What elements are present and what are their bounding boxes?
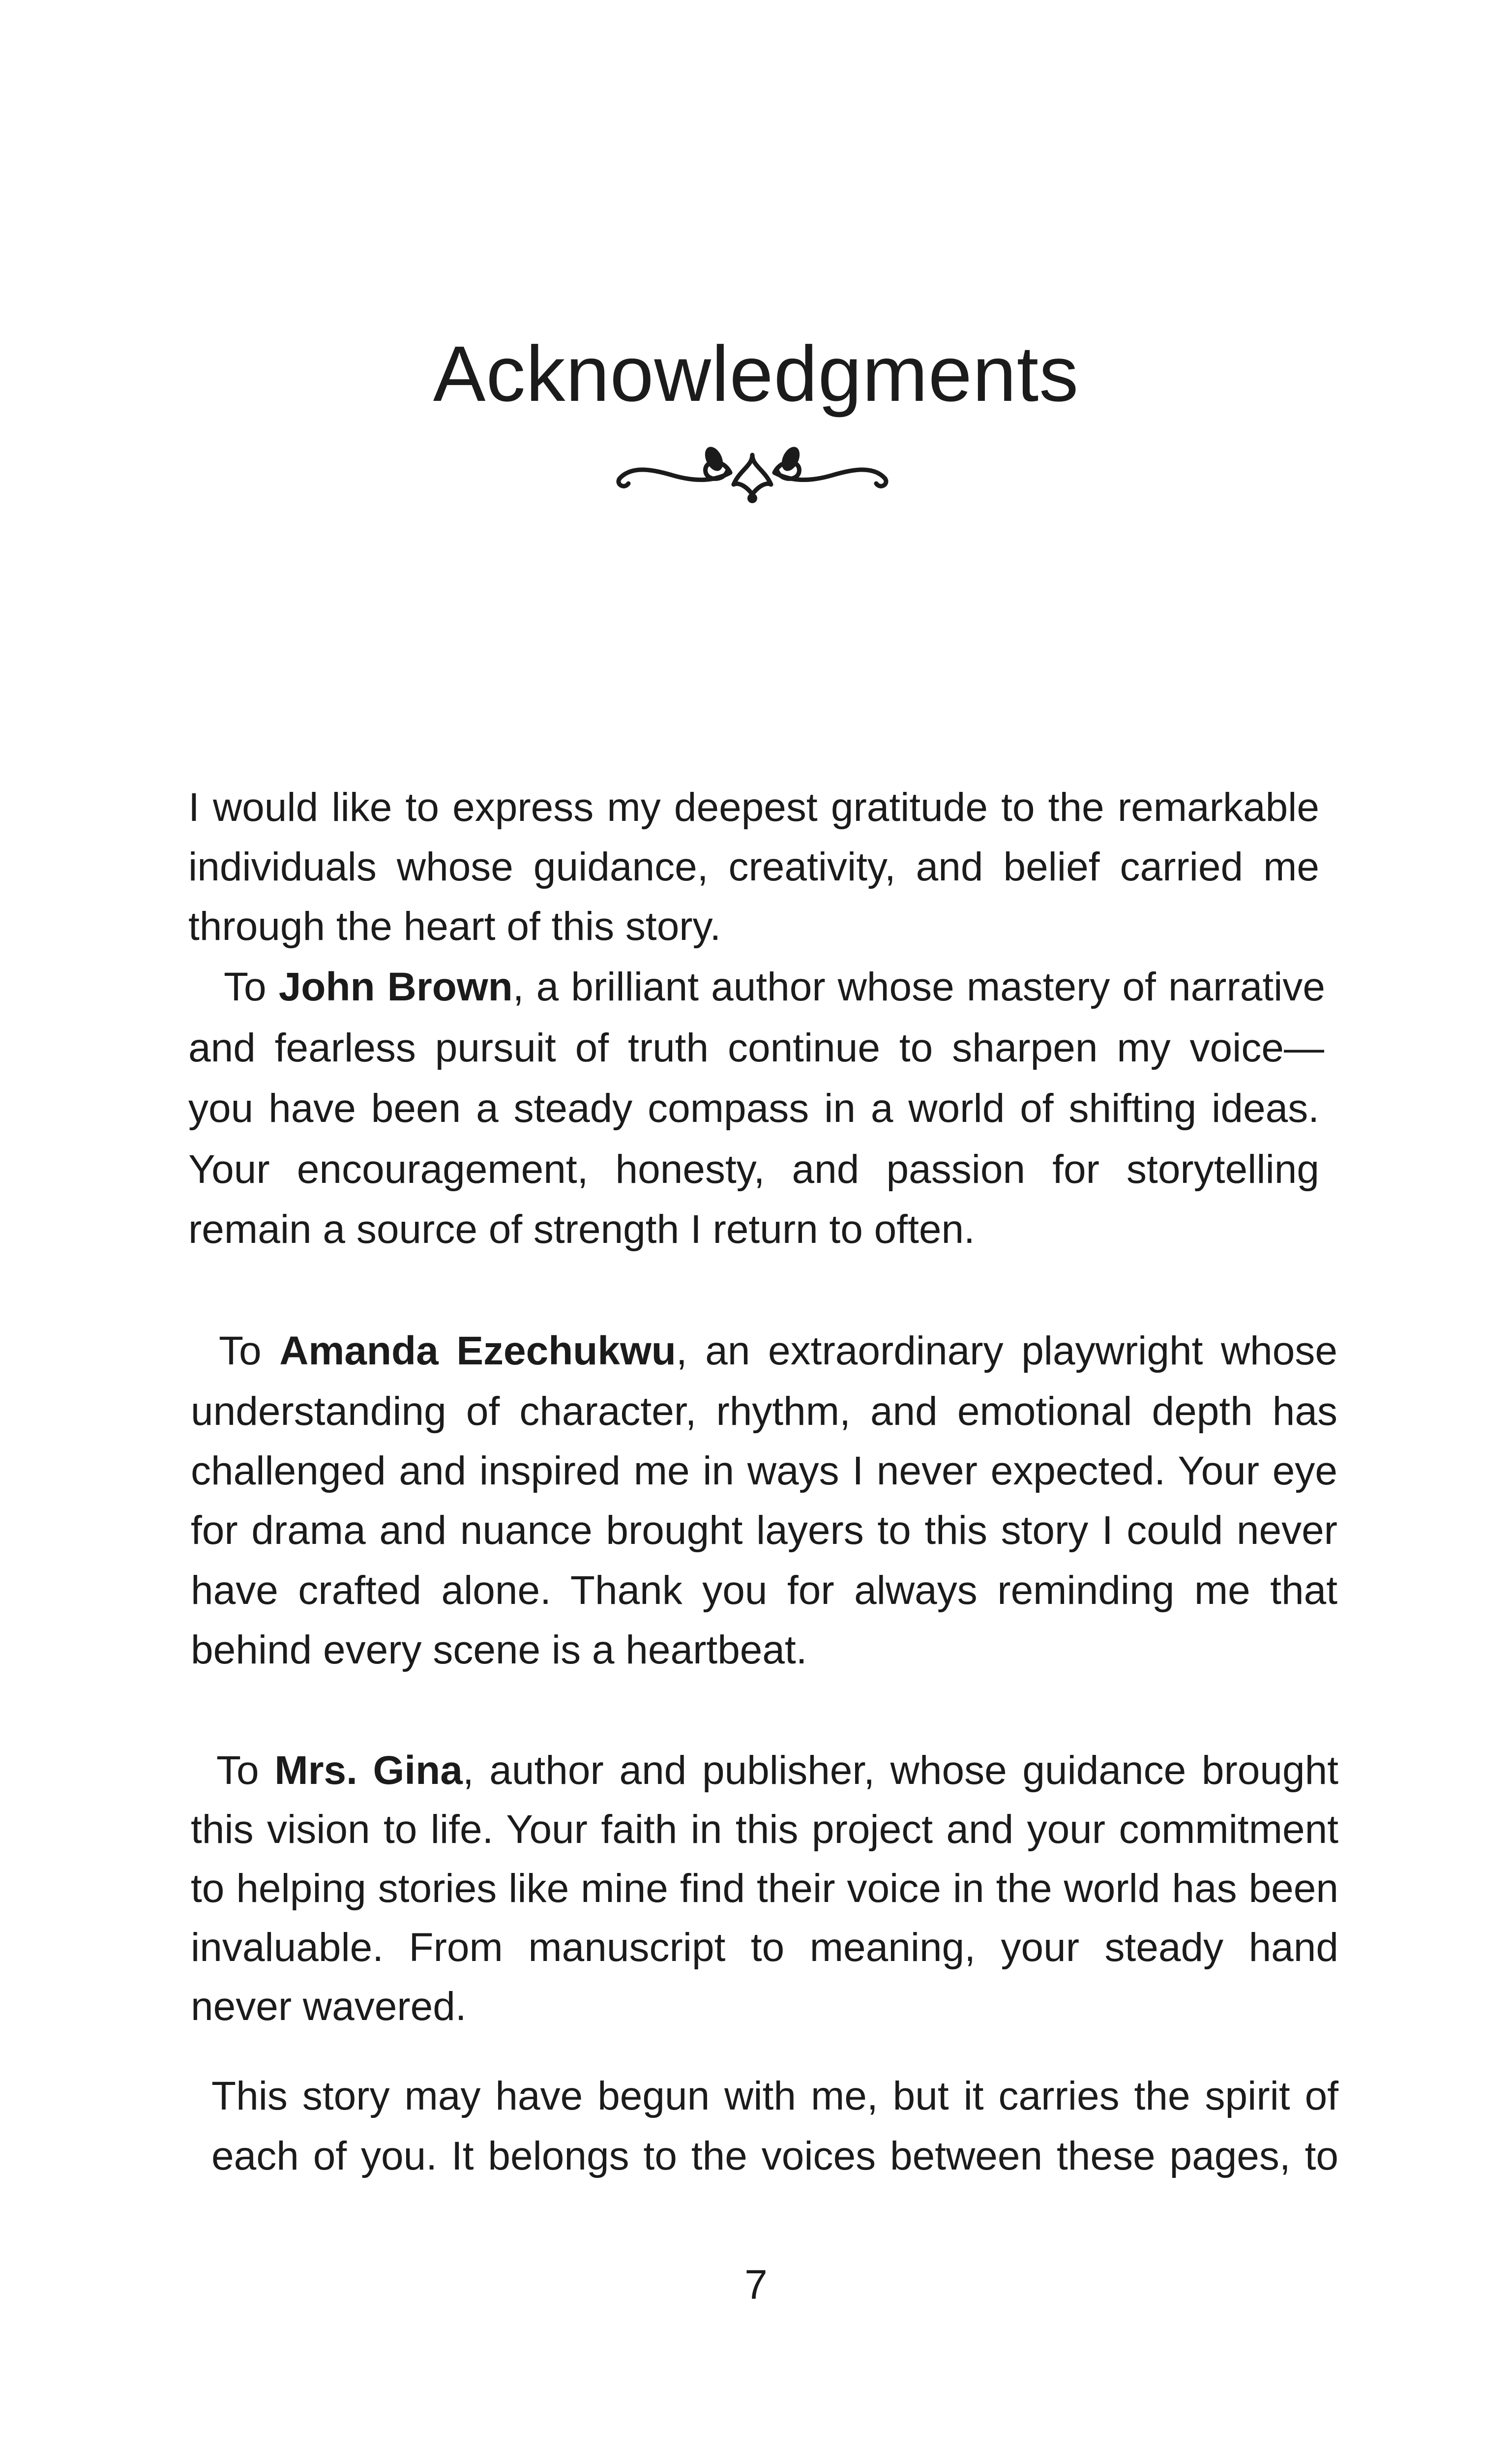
text-line: have crafted alone. Thank you for always reminding me that — [191, 1568, 1337, 1613]
text-line: you have been a steady compass in a world of shifting ideas. — [188, 1086, 1319, 1131]
text-line: for drama and nuance brought layers to this story I could never — [191, 1508, 1337, 1553]
page-title: Acknowledgments — [433, 330, 1079, 418]
text-line: understanding of character, rhythm, and emotional depth has — [191, 1389, 1337, 1434]
text-line: and fearless pursuit of truth continue to sharpen my voice— — [188, 1025, 1324, 1070]
text-span: To — [224, 965, 279, 1009]
text-span: To — [219, 1328, 280, 1373]
text-line: individuals whose guidance, creativity, and belief carried me — [188, 844, 1319, 889]
person-name: John Brown — [278, 965, 513, 1009]
person-name: Amanda Ezechukwu — [279, 1328, 676, 1373]
text-span: , a brilliant author whose mastery of narrative — [512, 965, 1325, 1009]
text-line: behind every scene is a heartbeat. — [191, 1628, 807, 1672]
text-line: through the heart of this story. — [188, 904, 721, 949]
text-span: To — [216, 1748, 275, 1793]
text-line: Your encouragement, honesty, and passion for storytelling — [188, 1147, 1319, 1192]
text-line: to helping stories like mine find their voice in the world has been — [191, 1866, 1338, 1911]
text-span: , an extraordinary playwright whose — [676, 1328, 1337, 1373]
text-line: invaluable. From manuscript to meaning, your steady hand — [191, 1925, 1338, 1970]
text-line: challenged and inspired me in ways I never expected. Your eye — [191, 1448, 1337, 1493]
text-line — [219, 1321, 1337, 1382]
person-name: Mrs. Gina — [274, 1748, 463, 1793]
text-line: each of you. It belongs to the voices between these pages, to — [211, 2134, 1338, 2178]
text-line: remain a source of strength I return to often. — [188, 1207, 975, 1252]
page-number: 7 — [744, 2262, 768, 2308]
text-line: I would like to express my deepest gratitude to the remarkable — [188, 785, 1319, 830]
flourish-divider-icon — [605, 435, 900, 507]
text-line — [216, 1740, 1338, 1801]
text-span: , author and publisher, whose guidance brought — [462, 1748, 1338, 1793]
text-line: this vision to life. Your faith in this project and your commitment — [191, 1807, 1338, 1852]
text-line: never wavered. — [191, 1984, 467, 2029]
text-line — [224, 957, 1325, 1018]
text-line: This story may have begun with me, but it carries the spirit of — [211, 2074, 1338, 2118]
